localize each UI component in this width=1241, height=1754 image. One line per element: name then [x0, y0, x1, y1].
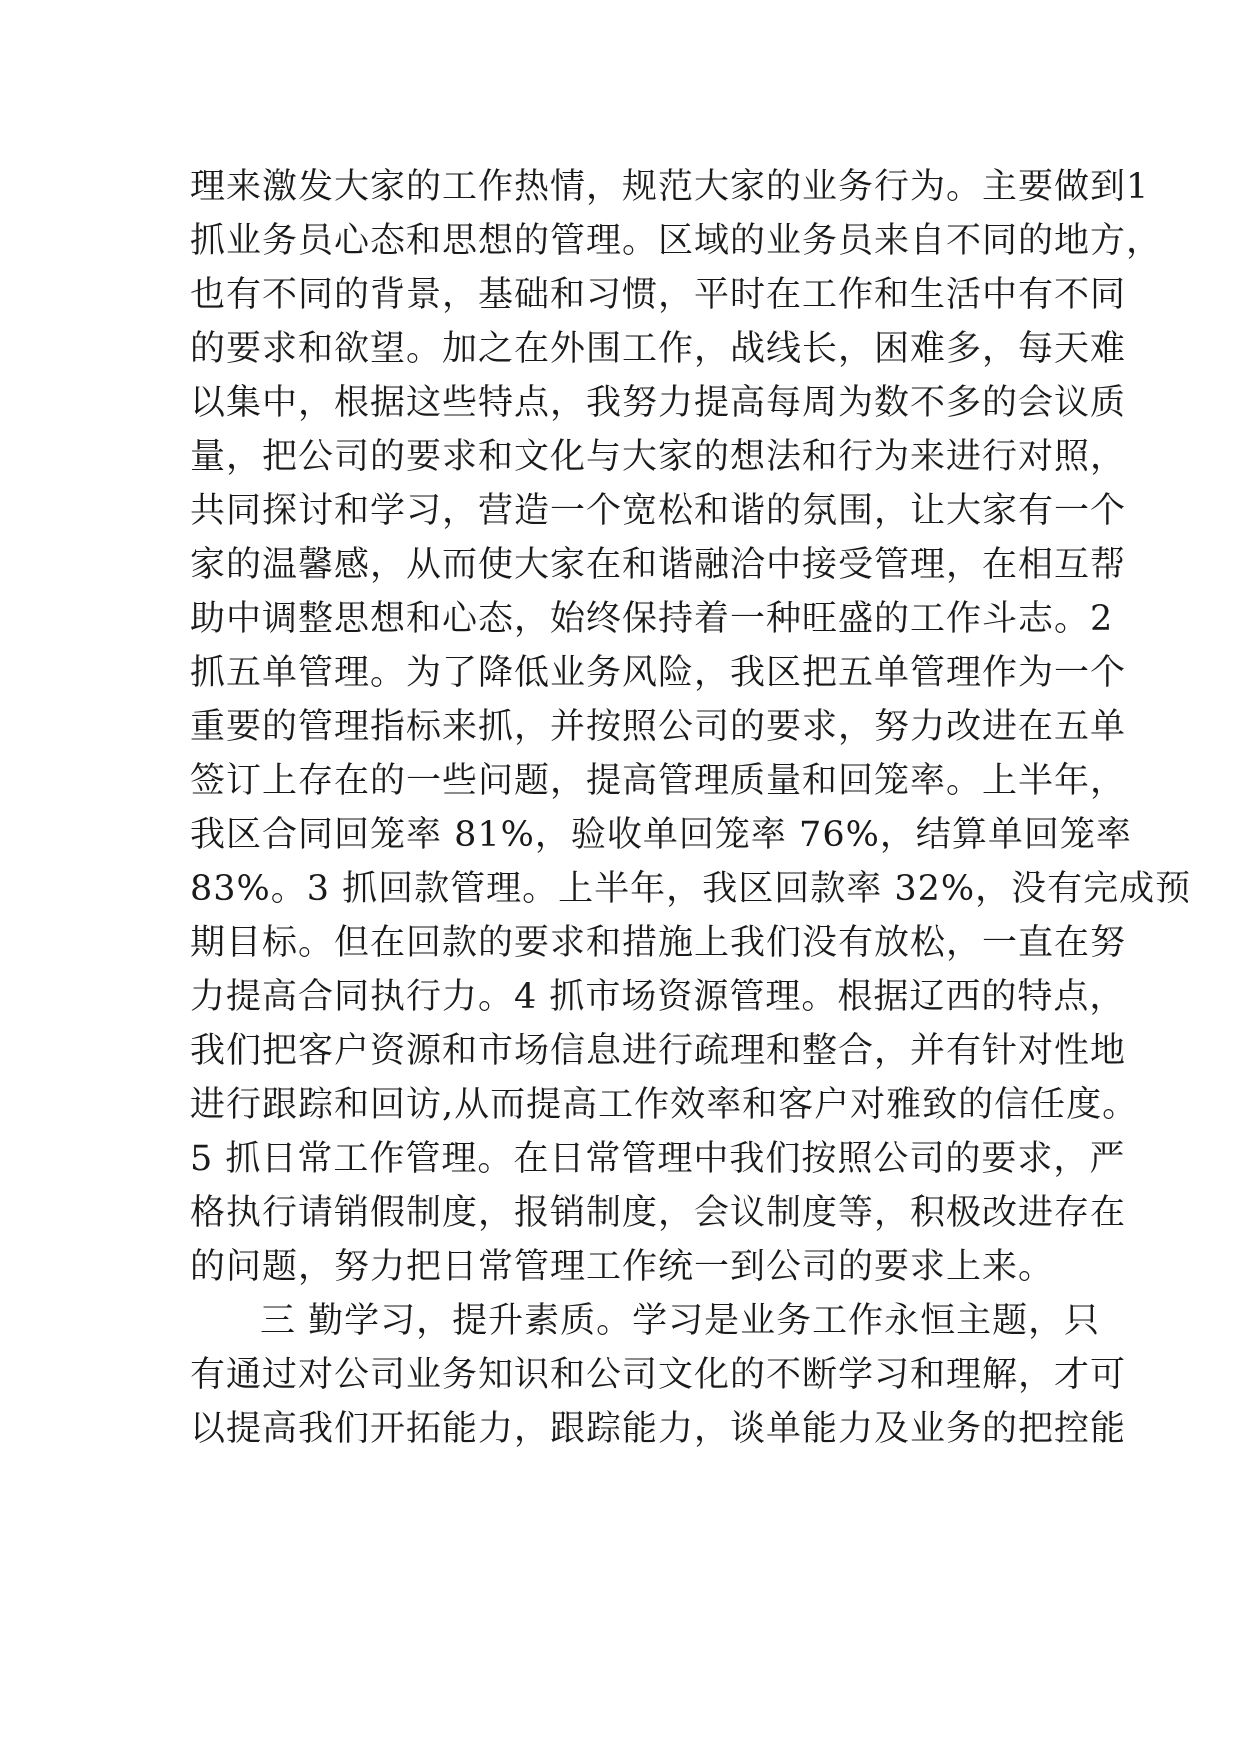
text-line: 理来激发大家的工作热情，规范大家的业务行为。主要做到1: [190, 167, 1150, 207]
text-line: 也有不同的背景，基础和习惯，平时在工作和生活中有不同: [190, 275, 1127, 315]
text-line: 83%。3 抓回款管理。上半年，我区回款率 32%，没有完成预: [190, 869, 1192, 909]
text-line: 家的温馨感，从而使大家在和谐融洽中接受管理，在相互帮: [190, 545, 1127, 585]
text-line: 共同探讨和学习，营造一个宽松和谐的氛围，让大家有一个: [190, 491, 1127, 531]
text-line: 量，把公司的要求和文化与大家的想法和行为来进行对照，: [190, 437, 1127, 477]
text-line: 格执行请销假制度，报销制度，会议制度等，积极改进存在: [190, 1193, 1127, 1233]
text-line: 我们把客户资源和市场信息进行疏理和整合，并有针对性地: [190, 1031, 1127, 1071]
text-line: 抓五单管理。为了降低业务风险，我区把五单管理作为一个: [190, 653, 1127, 693]
text-line: 有通过对公司业务知识和公司文化的不断学习和理解，才可: [190, 1355, 1127, 1395]
text-line: 的要求和欲望。加之在外围工作，战线长，困难多，每天难: [190, 329, 1127, 369]
text-line: 力提高合同执行力。4 抓市场资源管理。根据辽西的特点，: [190, 977, 1126, 1017]
text-line: 5 抓日常工作管理。在日常管理中我们按照公司的要求，严: [190, 1139, 1126, 1179]
text-line: 以提高我们开拓能力，跟踪能力，谈单能力及业务的把控能: [190, 1409, 1127, 1449]
text-line: 我区合同回笼率 81%，验收单回笼率 76%，结算单回笼率: [190, 815, 1132, 855]
text-line: 助中调整思想和心态，始终保持着一种旺盛的工作斗志。2: [190, 599, 1114, 639]
body-text: [190, 160, 1192, 1456]
text-line: 进行跟踪和回访,从而提高工作效率和客户对雅致的信任度。: [190, 1085, 1139, 1125]
text-line: 期目标。但在回款的要求和措施上我们没有放松，一直在努: [190, 923, 1127, 963]
text-line: 签订上存在的一些问题，提高管理质量和回笼率。上半年，: [190, 761, 1127, 801]
text-line: 重要的管理指标来抓，并按照公司的要求，努力改进在五单: [190, 707, 1127, 747]
text-line: 三 勤学习，提升素质。学习是业务工作永恒主题，只: [260, 1301, 1101, 1341]
text-line: 的问题，努力把日常管理工作统一到公司的要求上来。: [190, 1247, 1055, 1287]
text-line: 抓业务员心态和思想的管理。区域的业务员来自不同的地方，: [190, 221, 1163, 261]
text-line: 以集中，根据这些特点，我努力提高每周为数不多的会议质: [190, 383, 1127, 423]
